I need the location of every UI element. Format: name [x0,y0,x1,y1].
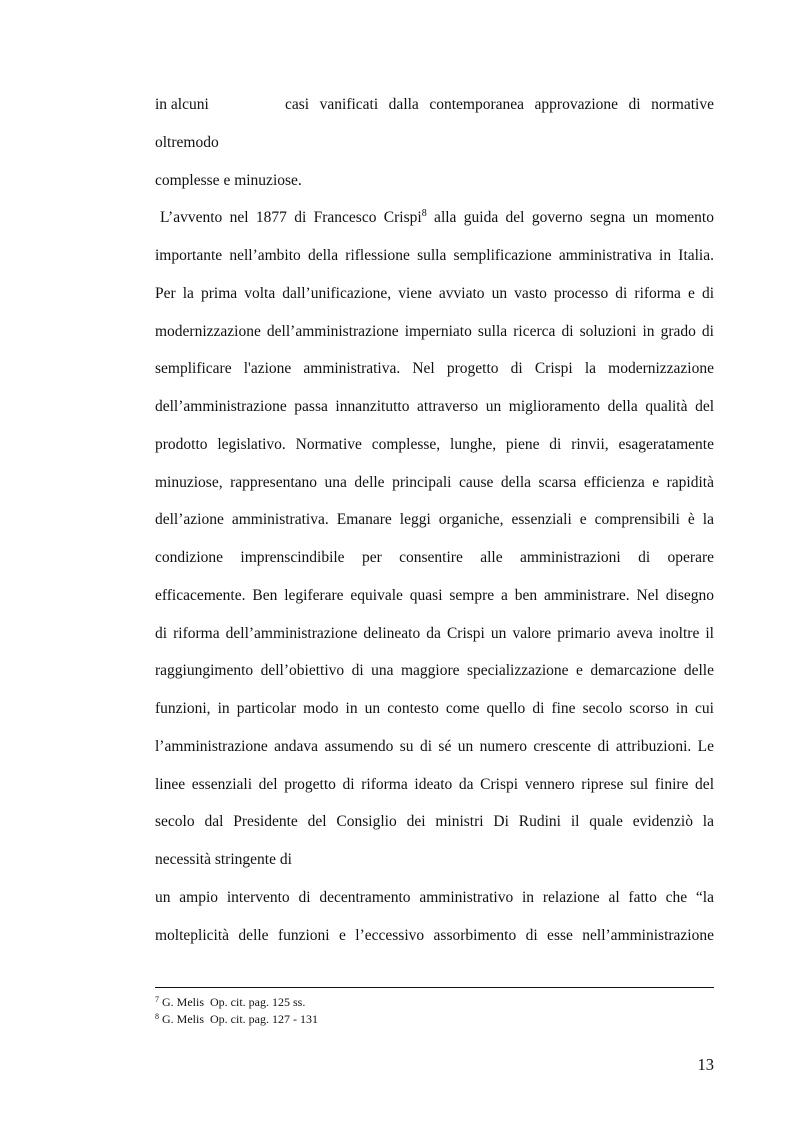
body-text-line: oltremodo [155,133,219,151]
body-text-line [155,86,714,124]
body-text-line: condizione imprenscindibile per consentire alle amministrazioni di operare [155,549,714,566]
body-text-line: funzioni, in particolar modo in un contesto come quello di fine secolo scorso in cui [155,700,714,717]
footnote-separator [155,987,714,988]
footnote-reference: 8 [421,208,427,220]
body-text-line: l’amministrazione andava assumendo su di sé un numero crescente di attribuzioni. Le [155,737,714,755]
body-text-line: dell’amministrazione passa innanzitutto attraverso un miglioramento della qualità del [155,398,714,415]
body-text-line: importante nell’ambito della riflessione sulla semplificazione amministrativa in Italia. [155,247,714,264]
body-text-line: linee essenziali del progetto di riforma ideato da Crispi vennero riprese sul finire del [155,775,714,793]
body-text-line [155,199,714,237]
footnote-marker: 7 [155,995,159,1004]
body-text-line: Per la prima volta dall’unificazione, viene avviato un vasto processo di riforma e di [155,284,714,302]
line-segment: L’avvento nel 1877 di Francesco Crispi [160,209,422,227]
footnote-7 [155,994,305,1011]
body-text-line: un ampio intervento di decentramento amministrativo in relazione al fatto che “la [155,888,714,906]
body-text-line: raggiungimento dell’obiettivo di una maggiore specializzazione e demarcazione delle [155,662,714,680]
body-text [155,86,714,954]
body-text-line: dell’azione amministrativa. Emanare leggi organiche, essenziali e comprensibili è la [155,511,714,529]
footnote-text: G. Melis Op. cit. pag. 127 - 131 [162,1012,318,1026]
body-text-line: minuziose, rappresentano una delle principali cause della scarsa efficienza e rapidità [155,473,714,491]
body-text-line: semplificare l'azione amministrativa. Nel progetto di Crispi la modernizzazione [155,360,714,378]
footnote-8 [155,1011,318,1028]
body-text-line: necessità stringente di [155,851,292,868]
body-text-line: molteplicità delle funzioni e l’eccessivo assorbimento di esse nell’amministrazione [155,926,714,944]
body-text-line: di riforma dell’amministrazione delineato da Crispi un valore primario aveva inoltre il [155,624,714,642]
page-number: 13 [697,1055,714,1074]
line-segment: alla guida del governo segna un momento [426,209,714,227]
body-text-line: secolo dal Presidente del Consiglio dei ministri Di Rudini il quale evidenziò la [155,813,714,831]
line-segment: in alcuni [155,96,209,113]
body-text-line: efficacemente. Ben legiferare equivale quasi sempre a ben amministrare. Nel disegno [155,586,714,604]
body-text-line: complesse e minuziose. [155,171,302,189]
body-text-line: prodotto legislativo. Normative complesse, lunghe, piene di rinvii, esageratamente [155,435,714,453]
line-segment: casi vanificati dalla contemporanea approvazione di normative [285,96,714,113]
footnote-marker: 8 [155,1012,159,1021]
body-text-line: modernizzazione dell’amministrazione imperniato sulla ricerca di soluzioni in grado di [155,322,714,340]
footnote-text: G. Melis Op. cit. pag. 125 ss. [162,995,306,1009]
